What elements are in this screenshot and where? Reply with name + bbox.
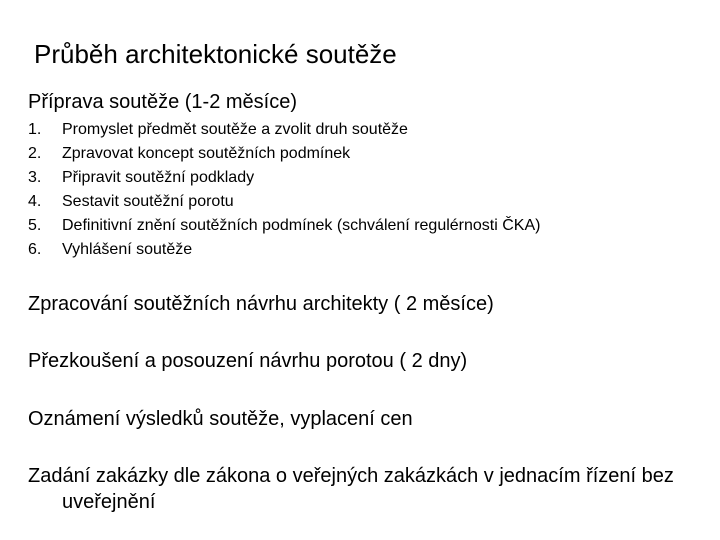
list-item — [28, 118, 540, 142]
step-number: 2. — [28, 145, 42, 162]
step-number: 4. — [28, 193, 42, 210]
step-number: 6. — [28, 241, 42, 258]
step-text: Sestavit soutěžní porotu — [62, 193, 234, 210]
step-text: Promyslet předmět soutěže a zvolit druh soutěže — [62, 121, 408, 138]
phase-jury-review: Přezkoušení a posouzení návrhu porotou ( 2 dny) — [28, 350, 468, 372]
step-text: Definitivní znění soutěžních podmínek (schválení regulérnosti ČKA) — [62, 217, 541, 234]
step-number: 1. — [28, 121, 42, 138]
phase-architect-proposals: Zpracování soutěžních návrhu architekty ( 2 měsíce) — [28, 293, 494, 315]
list-item — [28, 214, 540, 238]
step-number: 3. — [28, 169, 42, 186]
step-text: Zpravovat koncept soutěžních podmínek — [62, 145, 351, 162]
list-item — [28, 142, 540, 166]
list-item — [28, 166, 540, 190]
slide-title: Průběh architektonické soutěže — [34, 39, 397, 69]
step-text: Vyhlášení soutěže — [62, 241, 193, 258]
phase-results-announcement: Oznámení výsledků soutěže, vyplacení cen — [28, 408, 413, 430]
phase-contract-award: Zadání zakázky dle zákona o veřejných zakázkách v jednacím řízení bez uveřejnění — [28, 465, 674, 513]
list-item — [28, 238, 540, 262]
preparation-heading: Příprava soutěže (1-2 měsíce) — [28, 91, 297, 113]
preparation-steps-list — [28, 118, 540, 262]
step-number: 5. — [28, 217, 42, 234]
step-text: Připravit soutěžní podklady — [62, 169, 255, 186]
list-item — [28, 190, 540, 214]
